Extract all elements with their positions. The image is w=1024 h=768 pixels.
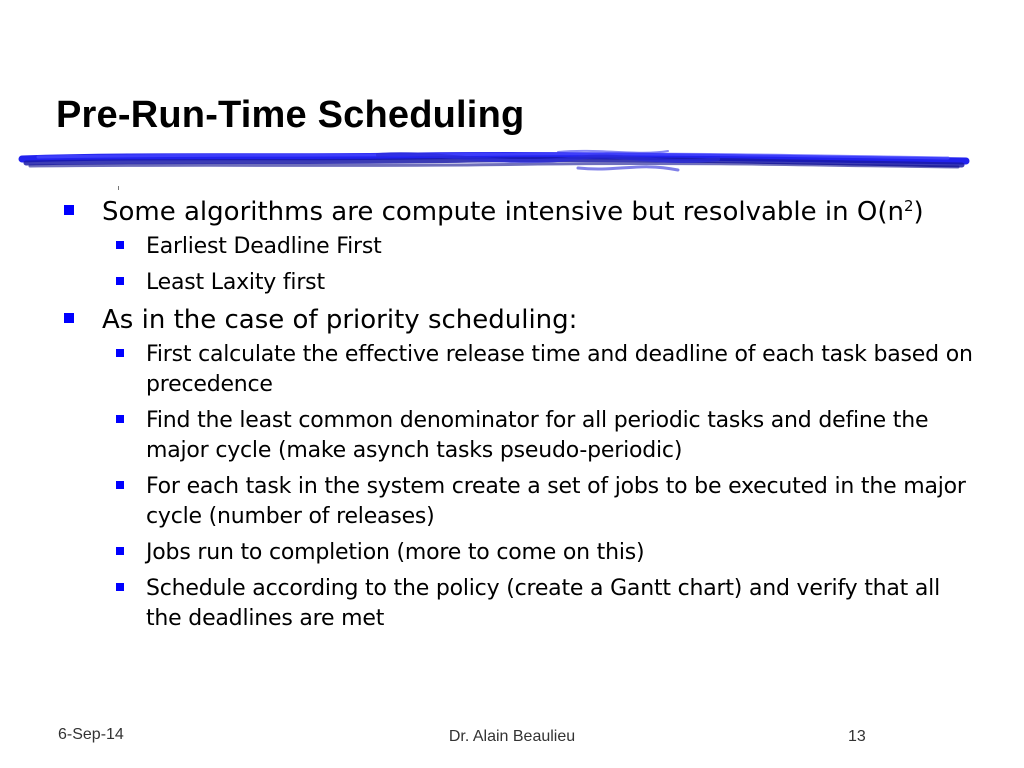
title-underline-brush [18, 146, 970, 182]
square-bullet-icon [116, 583, 124, 591]
sub-bullet-text: Find the least common denominator for all periodic tasks and define the major cycle (make asynch tasks pseudo-periodic) [146, 408, 929, 463]
bullet-item [60, 196, 980, 228]
sub-bullet-text: Least Laxity first [146, 270, 325, 295]
superscript: 2 [903, 197, 914, 215]
sub-bullet-item [60, 406, 980, 466]
sub-bullet-text: Schedule according to the policy (create a Gantt chart) and verify that all the deadlines are met [146, 576, 941, 631]
slide-body [60, 196, 980, 640]
square-bullet-icon [116, 547, 124, 555]
sub-bullet-text: Jobs run to completion (more to come on this) [146, 540, 645, 565]
stray-mark [118, 186, 119, 190]
sub-bullet-text: Earliest Deadline First [146, 234, 382, 259]
square-bullet-icon [116, 349, 124, 357]
square-bullet-icon [116, 415, 124, 423]
square-bullet-icon [64, 205, 74, 215]
bullet-item [60, 304, 980, 336]
sub-bullet-item [60, 472, 980, 532]
bullet-text-tail: ) [913, 197, 924, 227]
sub-bullet-item [60, 574, 980, 634]
footer-date: 6-Sep-14 [58, 726, 124, 743]
bullet-text-main: Some algorithms are compute intensive but resolvable in O(n [102, 197, 904, 227]
sub-bullet-item [60, 538, 980, 568]
square-bullet-icon [116, 481, 124, 489]
slide-title: Pre-Run-Time Scheduling [56, 94, 525, 136]
footer-author: Dr. Alain Beaulieu [448, 728, 576, 745]
sub-bullet-text: First calculate the effective release time and deadline of each task based on precedence [146, 342, 973, 397]
bullet-text: As in the case of priority scheduling: [102, 305, 578, 335]
sub-bullet-item [60, 340, 980, 400]
square-bullet-icon [116, 277, 124, 285]
square-bullet-icon [116, 241, 124, 249]
sub-bullet-item [60, 232, 980, 262]
square-bullet-icon [64, 313, 74, 323]
bullet-text [102, 197, 924, 227]
sub-bullet-text: For each task in the system create a set of jobs to be executed in the major cycle (number of releases) [146, 474, 966, 529]
sub-bullet-item [60, 268, 980, 298]
footer-page-number: 13 [848, 728, 866, 745]
